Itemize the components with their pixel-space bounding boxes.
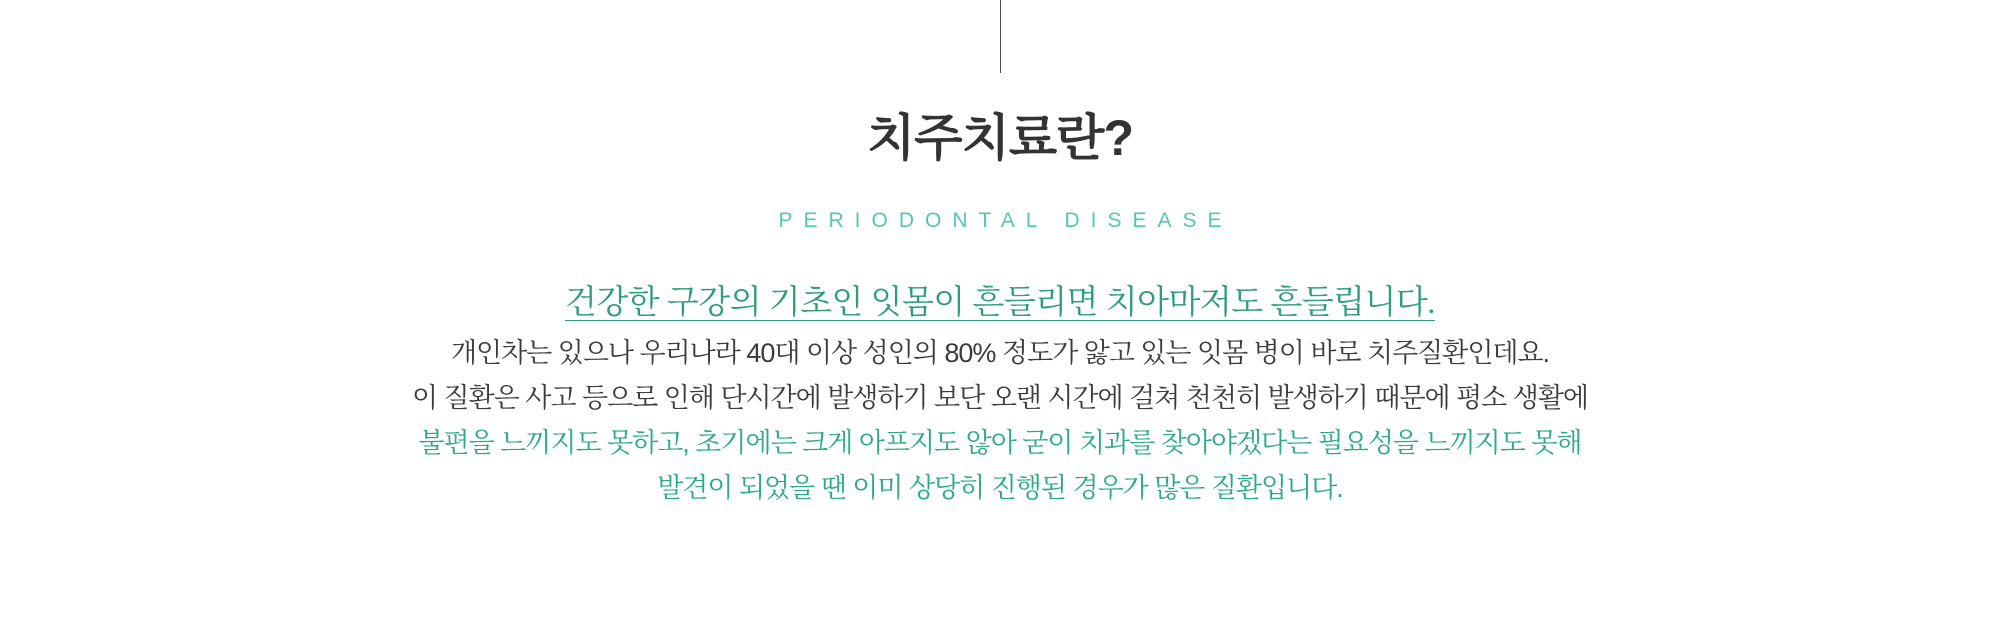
- body-paragraph: [0, 331, 2000, 511]
- body-line-2: 이 질환은 사고 등으로 인해 단시간에 발생하기 보단 오랜 시간에 걸쳐 천천히 발생하기 때문에 평소 생활에: [411, 383, 1589, 413]
- top-divider-line: [1000, 0, 1001, 73]
- tagline-underlined: 건강한 구강의 기초인 잇몸이 흔들리면 치아마저도 흔들립니다.: [564, 285, 1436, 321]
- section-title: 치주치료란?: [866, 110, 1134, 166]
- body-line-1: 개인차는 있으나 우리나라 40대 이상 성인의 80% 정도가 앓고 있는 잇몸 병이 바로 치주질환인데요.: [450, 338, 1550, 368]
- body-line-3: 불편을 느끼지도 못하고, 초기에는 크게 아프지도 않아 굳이 치과를 찾아야겠다는 필요성을 느끼지도 못해: [418, 428, 1582, 458]
- section-subtitle-en: PERIODONTAL DISEASE: [778, 209, 1233, 232]
- tagline-wrap: [0, 233, 2000, 323]
- body-line-4: 발견이 되었을 땐 이미 상당히 진행된 경우가 많은 질환입니다.: [657, 473, 1343, 503]
